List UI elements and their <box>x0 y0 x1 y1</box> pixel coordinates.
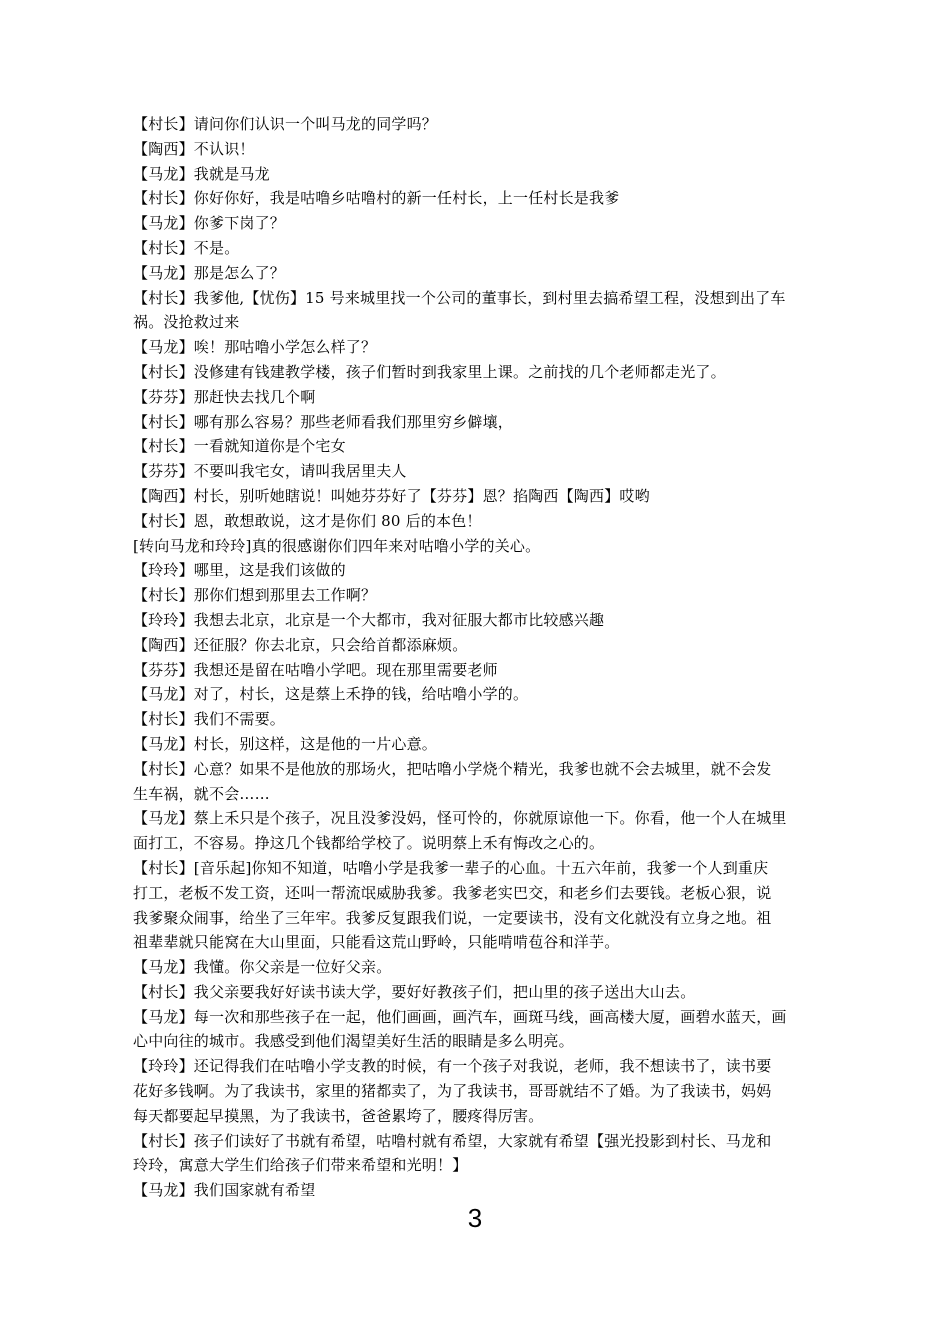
dialogue-line: 【马龙】唉！那咕噜小学怎么样了？ <box>133 338 377 357</box>
dialogue-line: 【村长】我父亲要我好好读书读大学，要好好教孩子们，把山里的孩子送出大山去。 <box>133 982 696 1001</box>
dialogue-line: 【芬芬】那赶快去找几个啊 <box>133 387 316 406</box>
dialogue-line: 【村长】请问你们认识一个叫马龙的同学吗？ <box>133 115 438 133</box>
dialogue-line: 花好多钱啊。为了我读书，家里的猪都卖了，为了我读书，哥哥就结不了婚。为了我读书，妈妈 <box>133 1082 772 1101</box>
dialogue-line: 【陶西】还征服？你去北京，只会给首都添麻烦。 <box>133 635 468 654</box>
dialogue-line: 【村长】哪有那么容易？那些老师看我们那里穷乡僻壤， <box>133 412 514 431</box>
dialogue-line: 【玲玲】我想去北京，北京是一个大都市，我对征服大都市比较感兴趣 <box>133 610 605 629</box>
dialogue-line: 【村长】我爹他,【忧伤】15 号来城里找一个公司的董事长，到村里去搞希望工程，没想到出了车 <box>133 288 786 307</box>
dialogue-line: [转向马龙和玲玲]真的很感谢你们四年来对咕噜小学的关心。 <box>133 536 541 555</box>
dialogue-line: 【芬芬】不要叫我宅女，请叫我居里夫人 <box>133 462 407 481</box>
dialogue-line: 我爹聚众闹事，给坐了三年牢。我爹反复跟我们说，一定要读书，没有文化就没有立身之地。祖 <box>133 908 772 927</box>
dialogue-line: 每天都要起早摸黑，为了我读书，爸爸累垮了，腰疼得厉害。 <box>133 1106 544 1125</box>
dialogue-line: 【马龙】每一次和那些孩子在一起，他们画画，画汽车，画斑马线，画高楼大厦，画碧水蓝天，画 <box>133 1007 787 1026</box>
dialogue-line: 【马龙】蔡上禾只是个孩子，况且没爹没妈，怪可怜的，你就原谅他一下。你看，他一个人在城里 <box>133 809 787 828</box>
dialogue-line: 【马龙】我就是马龙 <box>133 164 270 183</box>
dialogue-line: 玲玲，寓意大学生们给孩子们带来希望和光明！】 <box>133 1156 468 1175</box>
dialogue-line: 【马龙】那是怎么了？ <box>133 263 286 282</box>
dialogue-line: 【马龙】对了，村长，这是蔡上禾挣的钱，给咕噜小学的。 <box>133 685 529 704</box>
dialogue-line: 祸。没抢救过来 <box>133 313 240 332</box>
dialogue-line: 【村长】恩，敢想敢说，这才是你们 80 后的本色！ <box>133 511 482 530</box>
dialogue-line: 【马龙】我们国家就有希望 <box>133 1181 316 1200</box>
dialogue-line: 【村长】你好你好，我是咕噜乡咕噜村的新一任村长，上一任村长是我爹 <box>133 189 620 208</box>
dialogue-line: 【村长】心意？如果不是他放的那场火，把咕噜小学烧个精光，我爹也就不会去城里，就不会发 <box>133 759 772 778</box>
dialogue-line: 【村长】一看就知道你是个宅女 <box>133 437 346 456</box>
dialogue-line: 【马龙】你爹下岗了？ <box>133 214 286 233</box>
dialogue-line: 打工，老板不发工资，还叫一帮流氓威胁我爹。我爹老实巴交，和老乡们去要钱。老板心狠，说 <box>133 883 772 902</box>
dialogue-line: 生车祸，就不会…… <box>133 784 270 803</box>
dialogue-line: 【村长】那你们想到那里去工作啊？ <box>133 586 377 605</box>
dialogue-line: 【芬芬】我想还是留在咕噜小学吧。现在那里需要老师 <box>133 660 498 679</box>
dialogue-line: 【村长】[音乐起]你知不知道，咕噜小学是我爹一辈子的心血。十五六年前，我爹一个人到重庆 <box>133 858 769 877</box>
dialogue-line: 【村长】我们不需要。 <box>133 710 286 729</box>
dialogue-line: 【陶西】不认识！ <box>133 139 255 158</box>
dialogue-line: 【陶西】村长，别听她瞎说！叫她芬芬好了【芬芬】恩？掐陶西【陶西】哎哟 <box>133 486 650 505</box>
dialogue-line: 【马龙】我懂。你父亲是一位好父亲。 <box>133 958 392 977</box>
dialogue-line: 祖辈辈就只能窝在大山里面，只能看这荒山野岭，只能啃啃苞谷和洋芋。 <box>133 933 620 952</box>
script-dialogue-body <box>133 112 823 1203</box>
page-number: 3 <box>467 1203 483 1233</box>
dialogue-line: 【玲玲】哪里，这是我们该做的 <box>133 561 346 580</box>
dialogue-line: 【马龙】村长，别这样，这是他的一片心意。 <box>133 734 438 753</box>
dialogue-line: 【玲玲】还记得我们在咕噜小学支教的时候，有一个孩子对我说，老师，我不想读书了，读书要 <box>133 1057 772 1076</box>
dialogue-line: 【村长】不是。 <box>133 238 240 257</box>
dialogue-line: 【村长】没修建有钱建教学楼，孩子们暂时到我家里上课。之前找的几个老师都走光了。 <box>133 362 726 381</box>
dialogue-line: 面打工，不容易。挣这几个钱都给学校了。说明蔡上禾有悔改之心的。 <box>133 834 605 853</box>
dialogue-line: 【村长】孩子们读好了书就有希望，咕噜村就有希望，大家就有希望【强光投影到村长、马龙和 <box>133 1131 772 1150</box>
dialogue-line: 心中向往的城市。我感受到他们渴望美好生活的眼睛是多么明亮。 <box>133 1032 574 1051</box>
